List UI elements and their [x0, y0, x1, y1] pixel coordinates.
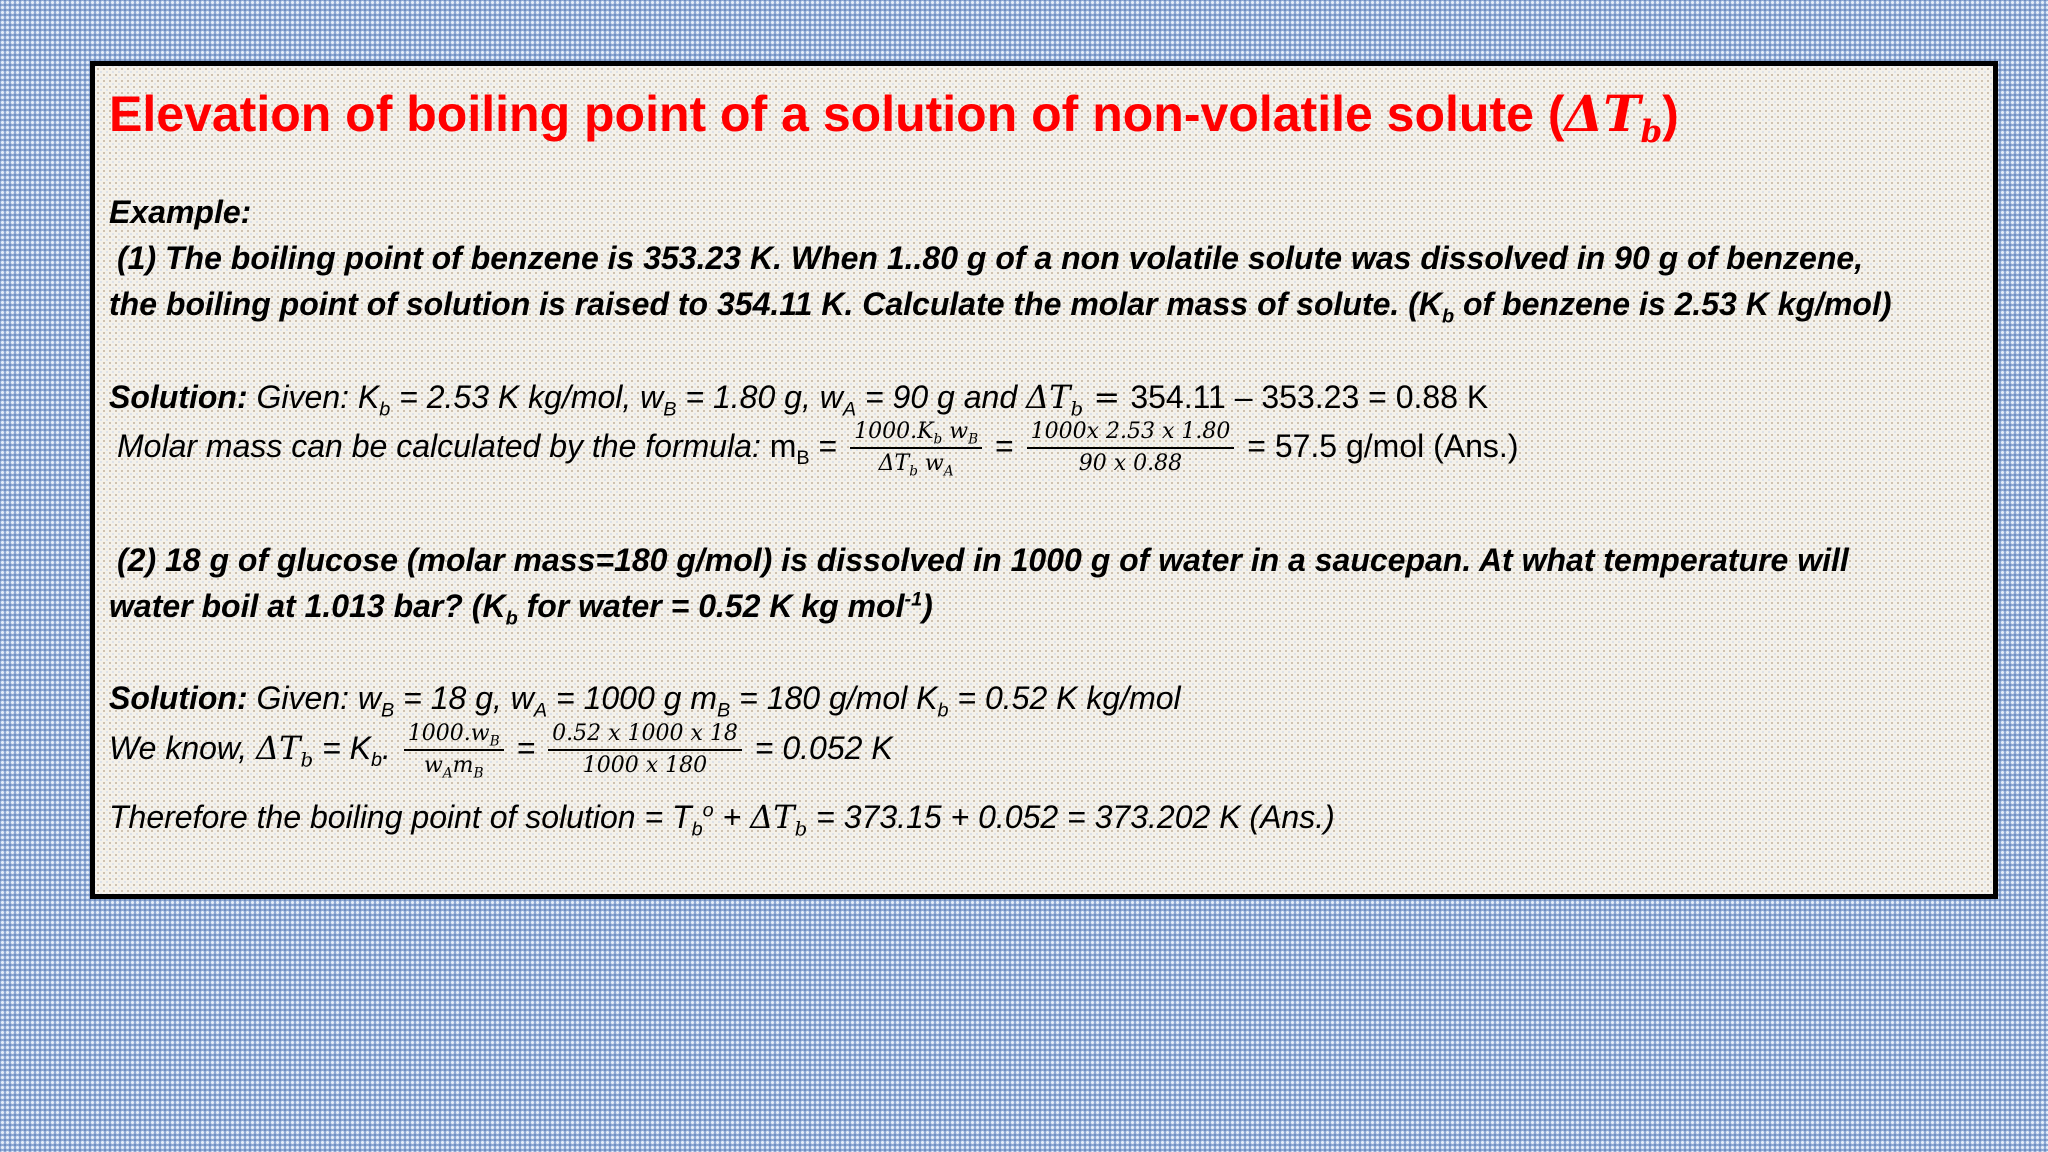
solution-1-label: Solution:	[109, 379, 248, 415]
fraction-2: $\frac{1000x 2.53 x 1.80}{90 x 0.88}$	[1027, 419, 1235, 478]
solution-2-therefore: Therefore the boiling point of solution = $T_b^o + \Delta T_b = 373.15 + 0.052 = 373.202$ K (Ans.)	[109, 798, 1335, 841]
title-text: Elevation of boiling point of a solution of non-volatile solute (	[109, 86, 1565, 142]
solution-1-result: = 57.5 g/mol (Ans.)	[1238, 427, 1519, 464]
solution-2-result: = 0.052 K	[745, 729, 893, 766]
fraction-3: $\frac{1000.w_B}{w_Am_B}$	[404, 721, 504, 780]
solution-1-given: Solution: Given: $K_b = 2.53$ K kg/mol, $w_B = 1.80$ g, $w_A = 90$ g and $\Delta T_b = 354.11 - 353.23 = 0.88$ K	[109, 378, 1489, 421]
content-box	[90, 61, 1998, 899]
title-symbol: $\Delta T_b$	[1564, 84, 1663, 150]
question-2-line-2: water boil at 1.013 bar? ($K_b$ for water = 0.52 K kg mol$^{-1}$)	[109, 588, 933, 630]
fraction-4: $\frac{0.52 x 1000 x 18}{1000 x 180}$	[548, 721, 742, 780]
question-1-line-2: the boiling point of solution is raised to 354.11 K. Calculate the molar mass of solute. ($K_b$ of benzene is 2.53 K kg/mol)	[109, 286, 1892, 328]
title-close: )	[1662, 86, 1679, 142]
solution-2-given: Solution: Given: $w_B = 18$ g, $w_A = 1000$ g $m_B = 180$ g/mol $K_b = 0.52$ K kg/mol	[109, 680, 1181, 722]
fraction-1: $\frac{1000.K_b w_B}{\Delta T_b w_A}$	[850, 419, 982, 478]
question-1-line-1: (1) The boiling point of benzene is 353.23 K. When 1..80 g of a non volatile solute was dissolved in 90 g of benzene,	[117, 240, 1864, 276]
slide-title	[109, 84, 1679, 150]
solution-2-label: Solution:	[109, 680, 248, 716]
question-2-line-1: (2) 18 g of glucose (molar mass=180 g/mol) is dissolved in 1000 g of water in a saucepan. At what temperature will	[117, 542, 1849, 578]
example-label: Example:	[109, 194, 252, 230]
solution-2-formula: We know, $\Delta T_b = K_b$. $\frac{1000.w_B}{w_Am_B}$ = $\frac{0.52 x 1000 x 18}{1000 x 180}$ = 0.052 K	[109, 721, 893, 782]
solution-1-formula: Molar mass can be calculated by the formula: $m_B$ = $\frac{1000.K_b w_B}{\Delta T_b w_A}$ = $\frac{1000x 2.53 x 1.80}{90 x 0.88}$ = 57.5 g/mol (Ans.)	[117, 419, 1519, 480]
